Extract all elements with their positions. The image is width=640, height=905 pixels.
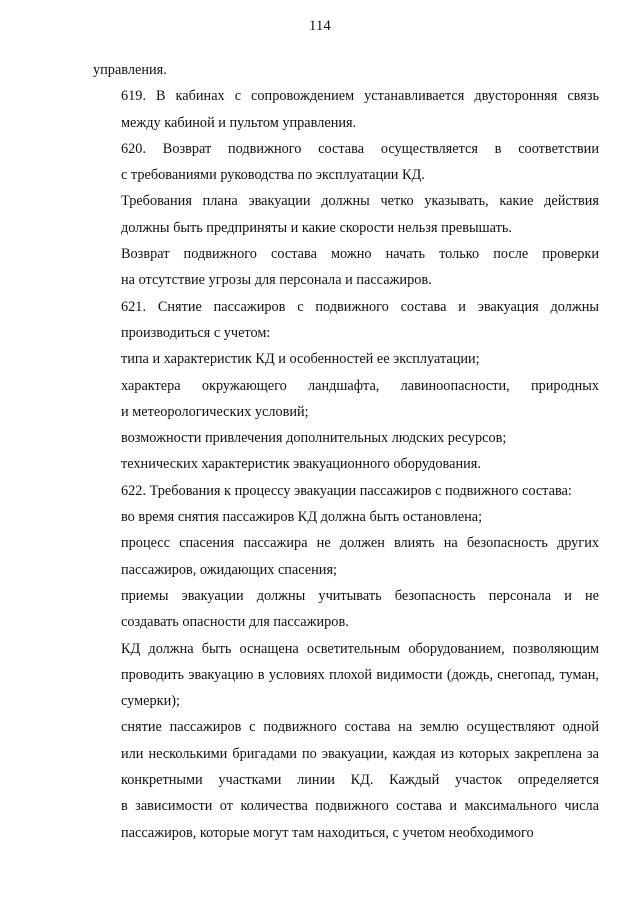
text-line: создавать опасности для пассажиров. (121, 614, 349, 631)
text-line: в зависимости от количества подвижного состава и максимального числа (121, 798, 599, 815)
text-line: Требования плана эвакуации должны четко указывать, какие действия (121, 193, 599, 210)
paragraph (93, 425, 599, 451)
text-line: или несколькими бригадами по эвакуации, каждая из которых закреплена за (121, 745, 599, 762)
text-line: возможности привлечения дополнительных людских ресурсов; (121, 430, 507, 447)
text-line: на отсутствие угрозы для персонала и пассажиров. (121, 272, 432, 289)
paragraph (93, 636, 599, 715)
paragraph (93, 530, 599, 583)
text-line: сумерки); (121, 693, 180, 710)
text-line: процесс спасения пассажира не должен влиять на безопасность других (121, 535, 599, 552)
text-line: пассажиров, которые могут там находиться, с учетом необходимого (121, 824, 534, 841)
text-line: технических характеристик эвакуационного оборудования. (121, 456, 481, 473)
text-line: должны быть предприняты и какие скорости нельзя превышать. (121, 219, 512, 236)
text-line: снятие пассажиров с подвижного состава на землю осуществляют одной (121, 719, 599, 736)
paragraph (93, 583, 599, 636)
paragraph (93, 451, 599, 477)
text-line: типа и характеристик КД и особенностей ее эксплуатации; (121, 351, 480, 368)
paragraph (93, 346, 599, 372)
text-line: 622. Требования к процессу эвакуации пассажиров с подвижного состава: (121, 482, 572, 499)
paragraph (93, 294, 599, 347)
text-line: во время снятия пассажиров КД должна быть остановлена; (121, 509, 483, 526)
text-line: КД должна быть оснащена осветительным оборудованием, позволяющим (121, 640, 599, 657)
text-line: характера окружающего ландшафта, лавиноопасности, природных (121, 377, 599, 394)
text-line: пассажиров, ожидающих спасения; (121, 561, 337, 578)
text-line: Возврат подвижного состава можно начать только после проверки (121, 246, 599, 263)
paragraph (93, 136, 599, 189)
paragraph (93, 504, 599, 530)
text-line: управления. (93, 62, 167, 78)
paragraph (93, 478, 599, 504)
text-line: 619. В кабинах с сопровождением устанавливается двусторонняя связь (121, 88, 599, 105)
text-line: между кабиной и пультом управления. (121, 114, 357, 131)
paragraph (93, 188, 599, 241)
paragraph (93, 373, 599, 426)
text-line: и метеорологических условий; (121, 403, 309, 420)
text-line: производиться с учетом: (121, 324, 271, 341)
text-line: с требованиями руководства по эксплуатации КД. (121, 167, 425, 184)
text-line: проводить эвакуацию в условиях плохой видимости (дождь, снегопад, туман, (121, 666, 599, 683)
text-line: конкретными участками линии КД. Каждый участок определяется (121, 772, 599, 789)
paragraph (93, 57, 599, 83)
document-body (93, 57, 599, 846)
text-line: приемы эвакуации должны учитывать безопасность персонала и не (121, 587, 599, 604)
text-line: 621. Снятие пассажиров с подвижного состава и эвакуация должны (121, 298, 599, 315)
paragraph (93, 241, 599, 294)
paragraph (93, 83, 599, 136)
paragraph (93, 714, 599, 845)
page-number: 114 (308, 18, 332, 34)
text-line: 620. Возврат подвижного состава осуществляется в соответствии (121, 140, 599, 157)
